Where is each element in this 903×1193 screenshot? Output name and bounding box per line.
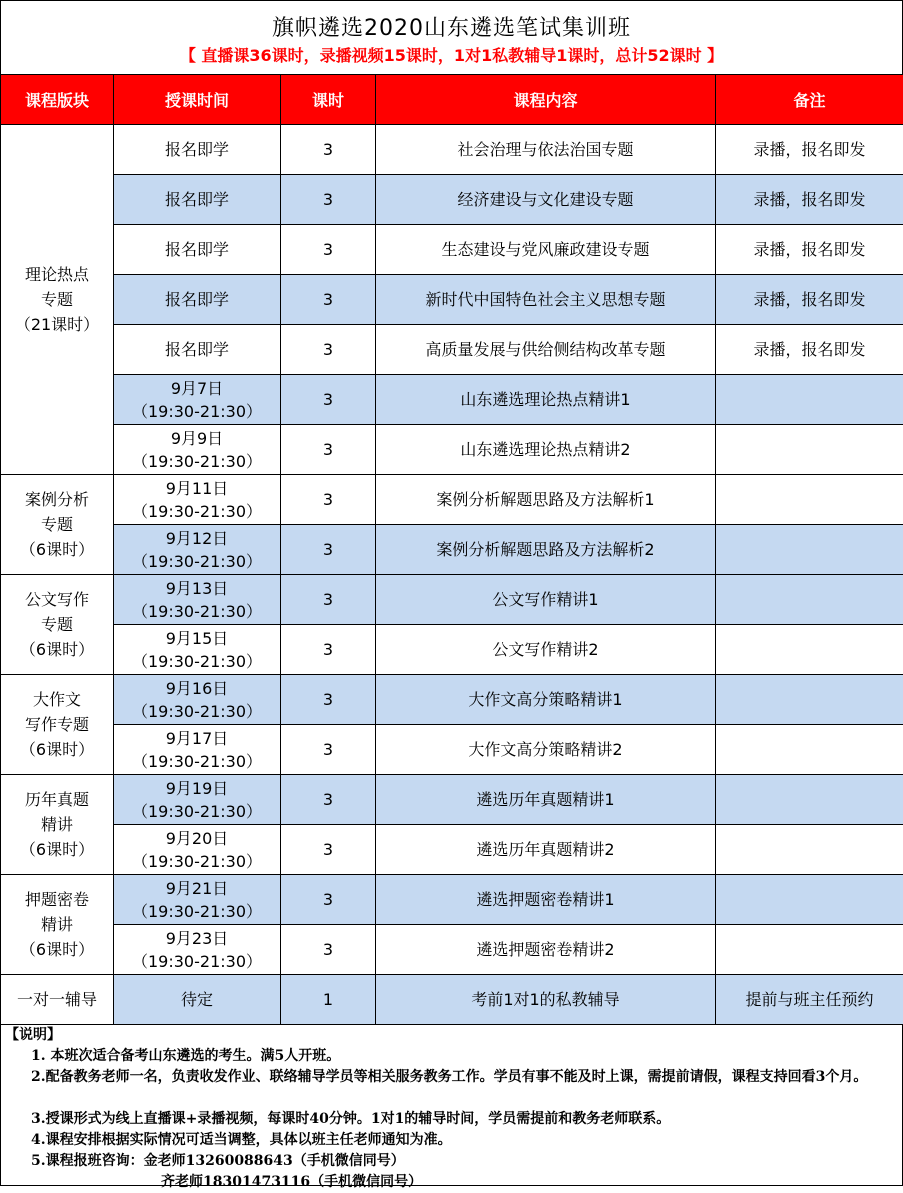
- time-cell: 9月19日 （19:30-21:30）: [114, 775, 281, 825]
- content-cell: 遴选押题密卷精讲1: [376, 875, 716, 925]
- hours-cell: 3: [281, 125, 376, 175]
- hours-cell: 3: [281, 425, 376, 475]
- table-row: [1, 825, 903, 875]
- note-cell: [716, 675, 903, 725]
- note-item: 齐老师18301473116（手机微信同号）: [161, 1172, 422, 1193]
- content-cell: 考前1对1的私教辅导: [376, 975, 716, 1025]
- content-cell: 遴选历年真题精讲1: [376, 775, 716, 825]
- notes-heading: 【说明】: [5, 1025, 61, 1046]
- content-cell: 大作文高分策略精讲2: [376, 725, 716, 775]
- module-cell: 大作文 写作专题 （6课时）: [1, 675, 114, 775]
- header-note: 备注: [716, 75, 903, 125]
- content-cell: 案例分析解题思路及方法解析1: [376, 475, 716, 525]
- content-cell: 大作文高分策略精讲1: [376, 675, 716, 725]
- page-subtitle: 【 直播课36课时，录播视频15课时，1对1私教辅导1课时，总计52课时 】: [1, 43, 902, 66]
- time-cell: 9月12日 （19:30-21:30）: [114, 525, 281, 575]
- time-cell: 9月16日 （19:30-21:30）: [114, 675, 281, 725]
- table-row: [1, 975, 903, 1025]
- hours-cell: 3: [281, 725, 376, 775]
- note-item: 5.课程报班咨询：金老师13260088643（手机微信同号）: [31, 1151, 405, 1172]
- time-cell: 报名即学: [114, 125, 281, 175]
- note-cell: [716, 875, 903, 925]
- time-cell: 9月11日 （19:30-21:30）: [114, 475, 281, 525]
- note-cell: [716, 925, 903, 975]
- note-cell: 录播，报名即发: [716, 275, 903, 325]
- module-cell: 案例分析 专题 （6课时）: [1, 475, 114, 575]
- note-cell: 录播，报名即发: [716, 125, 903, 175]
- note-item: 3.授课形式为线上直播课+录播视频，每课时40分钟。1对1的辅导时间，学员需提前和教务老师联系。: [31, 1109, 670, 1130]
- table-row: [1, 525, 903, 575]
- note-cell: [716, 475, 903, 525]
- hours-cell: 3: [281, 625, 376, 675]
- content-cell: 高质量发展与供给侧结构改革专题: [376, 325, 716, 375]
- hours-cell: 3: [281, 375, 376, 425]
- schedule-table: [0, 74, 903, 1025]
- content-cell: 新时代中国特色社会主义思想专题: [376, 275, 716, 325]
- content-cell: 案例分析解题思路及方法解析2: [376, 525, 716, 575]
- note-item: 2.配备教务老师一名，负责收发作业、联络辅导学员等相关服务教务工作。学员有事不能及时上课，需提前请假，课程支持回看3个月。: [5, 1067, 898, 1088]
- time-cell: 9月20日 （19:30-21:30）: [114, 825, 281, 875]
- hours-cell: 3: [281, 825, 376, 875]
- hours-cell: 3: [281, 275, 376, 325]
- table-row: [1, 375, 903, 425]
- table-row: [1, 175, 903, 225]
- time-cell: 9月21日 （19:30-21:30）: [114, 875, 281, 925]
- note-cell: [716, 775, 903, 825]
- note-item: 4.课程安排根据实际情况可适当调整，具体以班主任老师通知为准。: [31, 1130, 452, 1151]
- table-row: [1, 675, 903, 725]
- table-row: [1, 725, 903, 775]
- note-cell: 录播，报名即发: [716, 175, 903, 225]
- table-row: [1, 275, 903, 325]
- page-title: 旗帜遴选2020山东遴选笔试集训班: [1, 11, 902, 42]
- content-cell: 遴选历年真题精讲2: [376, 825, 716, 875]
- note-cell: [716, 825, 903, 875]
- table-row: [1, 225, 903, 275]
- content-cell: 生态建设与党风廉政建设专题: [376, 225, 716, 275]
- header-content: 课程内容: [376, 75, 716, 125]
- hours-cell: 3: [281, 875, 376, 925]
- module-cell: 历年真题 精讲 （6课时）: [1, 775, 114, 875]
- note-cell: 录播，报名即发: [716, 325, 903, 375]
- table-row: [1, 775, 903, 825]
- table-row: [1, 325, 903, 375]
- time-cell: 9月15日 （19:30-21:30）: [114, 625, 281, 675]
- hours-cell: 3: [281, 475, 376, 525]
- title-block: [0, 0, 903, 74]
- module-cell: 一对一辅导: [1, 975, 114, 1025]
- content-cell: 公文写作精讲2: [376, 625, 716, 675]
- hours-cell: 3: [281, 225, 376, 275]
- time-cell: 9月17日 （19:30-21:30）: [114, 725, 281, 775]
- header-hours: 课时: [281, 75, 376, 125]
- table-row: [1, 925, 903, 975]
- hours-cell: 3: [281, 325, 376, 375]
- time-cell: 报名即学: [114, 275, 281, 325]
- hours-cell: 3: [281, 675, 376, 725]
- hours-cell: 3: [281, 775, 376, 825]
- time-cell: 9月23日 （19:30-21:30）: [114, 925, 281, 975]
- note-item: 1. 本班次适合备考山东遴选的考生。满5人开班。: [31, 1046, 340, 1067]
- content-cell: 山东遴选理论热点精讲1: [376, 375, 716, 425]
- content-cell: 山东遴选理论热点精讲2: [376, 425, 716, 475]
- module-cell: 押题密卷 精讲 （6课时）: [1, 875, 114, 975]
- notes-section: [0, 1024, 903, 1186]
- table-row: [1, 575, 903, 625]
- time-cell: 报名即学: [114, 325, 281, 375]
- module-cell: 公文写作 专题 （6课时）: [1, 575, 114, 675]
- module-cell: 理论热点 专题 （21课时）: [1, 125, 114, 475]
- content-cell: 社会治理与依法治国专题: [376, 125, 716, 175]
- note-cell: [716, 375, 903, 425]
- hours-cell: 3: [281, 925, 376, 975]
- header-row: [1, 75, 903, 125]
- hours-cell: 1: [281, 975, 376, 1025]
- time-cell: 9月13日 （19:30-21:30）: [114, 575, 281, 625]
- table-row: [1, 625, 903, 675]
- note-cell: 录播，报名即发: [716, 225, 903, 275]
- content-cell: 经济建设与文化建设专题: [376, 175, 716, 225]
- hours-cell: 3: [281, 575, 376, 625]
- note-cell: [716, 525, 903, 575]
- schedule-body: [1, 125, 903, 1025]
- time-cell: 待定: [114, 975, 281, 1025]
- note-cell: [716, 575, 903, 625]
- hours-cell: 3: [281, 525, 376, 575]
- time-cell: 报名即学: [114, 225, 281, 275]
- table-row: [1, 425, 903, 475]
- time-cell: 报名即学: [114, 175, 281, 225]
- header-module: 课程版块: [1, 75, 114, 125]
- note-cell: [716, 425, 903, 475]
- note-cell: 提前与班主任预约: [716, 975, 903, 1025]
- table-row: [1, 125, 903, 175]
- note-cell: [716, 725, 903, 775]
- time-cell: 9月7日 （19:30-21:30）: [114, 375, 281, 425]
- header-time: 授课时间: [114, 75, 281, 125]
- content-cell: 公文写作精讲1: [376, 575, 716, 625]
- hours-cell: 3: [281, 175, 376, 225]
- table-row: [1, 475, 903, 525]
- time-cell: 9月9日 （19:30-21:30）: [114, 425, 281, 475]
- table-row: [1, 875, 903, 925]
- content-cell: 遴选押题密卷精讲2: [376, 925, 716, 975]
- note-cell: [716, 625, 903, 675]
